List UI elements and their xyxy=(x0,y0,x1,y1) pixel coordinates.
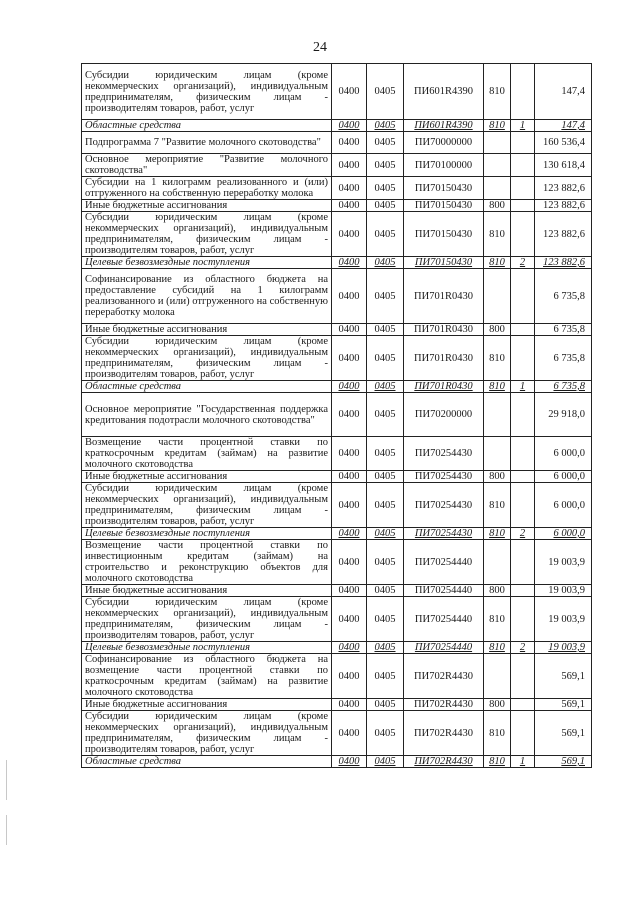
row-funding-source xyxy=(511,597,535,642)
row-amount: 569,1 xyxy=(535,654,592,699)
row-target-code: ПИ701R0430 xyxy=(404,336,484,381)
row-amount: 6 735,8 xyxy=(535,381,592,393)
row-expense-type: 810 xyxy=(484,597,511,642)
row-amount: 6 735,8 xyxy=(535,324,592,336)
row-subsection: 0405 xyxy=(367,483,404,528)
row-target-code: ПИ70254430 xyxy=(404,471,484,483)
row-subsection: 0405 xyxy=(367,597,404,642)
row-target-code: ПИ70254430 xyxy=(404,437,484,471)
row-name: Софинансирование из областного бюджета на возмещение части процентной ставки по краткосрочным кредитам (займам) на развитие молочного скотоводства xyxy=(82,654,332,699)
scan-edge-mark xyxy=(6,815,7,845)
row-target-code: ПИ702R4430 xyxy=(404,699,484,711)
table-row xyxy=(82,381,592,393)
row-funding-source: 2 xyxy=(511,642,535,654)
row-funding-source: 1 xyxy=(511,381,535,393)
row-name: Целевые безвозмездные поступления xyxy=(82,642,332,654)
row-section: 0400 xyxy=(332,212,367,257)
row-amount: 160 536,4 xyxy=(535,132,592,154)
row-funding-source xyxy=(511,177,535,200)
row-expense-type: 800 xyxy=(484,200,511,212)
row-amount: 19 003,9 xyxy=(535,642,592,654)
row-expense-type xyxy=(484,269,511,324)
row-amount: 6 000,0 xyxy=(535,528,592,540)
row-expense-type xyxy=(484,540,511,585)
row-section: 0400 xyxy=(332,471,367,483)
table-row xyxy=(82,585,592,597)
row-expense-type: 800 xyxy=(484,585,511,597)
row-subsection: 0405 xyxy=(367,154,404,177)
row-target-code: ПИ70150430 xyxy=(404,257,484,269)
row-target-code: ПИ701R0430 xyxy=(404,324,484,336)
row-section: 0400 xyxy=(332,642,367,654)
row-section: 0400 xyxy=(332,269,367,324)
row-subsection: 0405 xyxy=(367,393,404,437)
row-subsection: 0405 xyxy=(367,437,404,471)
budget-table xyxy=(81,63,592,768)
row-funding-source xyxy=(511,200,535,212)
table-row xyxy=(82,528,592,540)
row-section: 0400 xyxy=(332,257,367,269)
table-row xyxy=(82,154,592,177)
table-row xyxy=(82,711,592,756)
row-name: Возмещение части процентной ставки по краткосрочным кредитам (займам) на развитие молочного скотоводства xyxy=(82,437,332,471)
row-target-code: ПИ702R4430 xyxy=(404,756,484,768)
row-section: 0400 xyxy=(332,437,367,471)
row-name: Иные бюджетные ассигнования xyxy=(82,471,332,483)
row-section: 0400 xyxy=(332,711,367,756)
row-funding-source xyxy=(511,132,535,154)
row-target-code: ПИ70150430 xyxy=(404,177,484,200)
row-subsection: 0405 xyxy=(367,212,404,257)
row-funding-source xyxy=(511,471,535,483)
row-section: 0400 xyxy=(332,381,367,393)
row-funding-source xyxy=(511,585,535,597)
row-expense-type: 810 xyxy=(484,120,511,132)
row-subsection: 0405 xyxy=(367,269,404,324)
table-row xyxy=(82,64,592,120)
row-funding-source xyxy=(511,336,535,381)
row-section: 0400 xyxy=(332,654,367,699)
row-section: 0400 xyxy=(332,756,367,768)
row-expense-type xyxy=(484,393,511,437)
row-name: Основное мероприятие "Государственная поддержка кредитования подотрасли молочного скотоводства" xyxy=(82,393,332,437)
row-funding-source xyxy=(511,699,535,711)
row-name: Областные средства xyxy=(82,120,332,132)
row-name: Субсидии юридическим лицам (кроме некоммерческих организаций), индивидуальным предпринимателям, физическим лицам - производителям товаров, работ, услуг xyxy=(82,597,332,642)
row-subsection: 0405 xyxy=(367,324,404,336)
row-name: Субсидии юридическим лицам (кроме некоммерческих организаций), индивидуальным предпринимателям, физическим лицам - производителям товаров, работ, услуг xyxy=(82,212,332,257)
row-amount: 130 618,4 xyxy=(535,154,592,177)
row-expense-type: 810 xyxy=(484,711,511,756)
row-expense-type xyxy=(484,177,511,200)
page-number: 24 xyxy=(313,40,327,55)
table-row xyxy=(82,540,592,585)
row-amount: 6 000,0 xyxy=(535,483,592,528)
row-amount: 6 735,8 xyxy=(535,336,592,381)
row-section: 0400 xyxy=(332,154,367,177)
row-subsection: 0405 xyxy=(367,585,404,597)
row-section: 0400 xyxy=(332,336,367,381)
row-amount: 123 882,6 xyxy=(535,257,592,269)
row-name: Подпрограмма 7 "Развитие молочного скотоводства" xyxy=(82,132,332,154)
row-target-code: ПИ70254440 xyxy=(404,585,484,597)
table-row xyxy=(82,756,592,768)
row-section: 0400 xyxy=(332,597,367,642)
row-expense-type: 810 xyxy=(484,483,511,528)
table-row xyxy=(82,654,592,699)
row-expense-type: 810 xyxy=(484,64,511,120)
row-amount: 6 735,8 xyxy=(535,269,592,324)
row-expense-type: 810 xyxy=(484,381,511,393)
row-amount: 569,1 xyxy=(535,711,592,756)
row-name: Иные бюджетные ассигнования xyxy=(82,324,332,336)
row-name: Областные средства xyxy=(82,381,332,393)
table-row xyxy=(82,699,592,711)
row-amount: 19 003,9 xyxy=(535,597,592,642)
row-amount: 123 882,6 xyxy=(535,212,592,257)
table-row xyxy=(82,393,592,437)
row-funding-source xyxy=(511,64,535,120)
row-amount: 6 000,0 xyxy=(535,437,592,471)
row-subsection: 0405 xyxy=(367,381,404,393)
row-name: Субсидии юридическим лицам (кроме некоммерческих организаций), индивидуальным предпринимателям, физическим лицам - производителям товаров, работ, услуг xyxy=(82,64,332,120)
row-name: Субсидии юридическим лицам (кроме некоммерческих организаций), индивидуальным предпринимателям, физическим лицам - производителям товаров, работ, услуг xyxy=(82,336,332,381)
row-subsection: 0405 xyxy=(367,711,404,756)
row-amount: 19 003,9 xyxy=(535,585,592,597)
row-amount: 29 918,0 xyxy=(535,393,592,437)
row-subsection: 0405 xyxy=(367,528,404,540)
row-funding-source xyxy=(511,540,535,585)
row-amount: 569,1 xyxy=(535,699,592,711)
row-name: Софинансирование из областного бюджета на предоставление субсидий на 1 килограмм реализованного и (или) отгруженного на собственную переработку молока xyxy=(82,269,332,324)
row-expense-type: 800 xyxy=(484,324,511,336)
row-target-code: ПИ70150430 xyxy=(404,200,484,212)
row-funding-source xyxy=(511,154,535,177)
row-name: Возмещение части процентной ставки по инвестиционным кредитам (займам) на строительство и реконструкцию объектов для молочного скотоводства xyxy=(82,540,332,585)
row-funding-source xyxy=(511,393,535,437)
row-expense-type: 800 xyxy=(484,699,511,711)
row-funding-source: 1 xyxy=(511,120,535,132)
row-subsection: 0405 xyxy=(367,120,404,132)
row-subsection: 0405 xyxy=(367,699,404,711)
row-target-code: ПИ701R0430 xyxy=(404,269,484,324)
row-name: Целевые безвозмездные поступления xyxy=(82,528,332,540)
row-target-code: ПИ70254430 xyxy=(404,528,484,540)
row-subsection: 0405 xyxy=(367,200,404,212)
table-row xyxy=(82,269,592,324)
table-row xyxy=(82,597,592,642)
row-funding-source xyxy=(511,483,535,528)
row-section: 0400 xyxy=(332,200,367,212)
row-funding-source xyxy=(511,654,535,699)
table-row xyxy=(82,212,592,257)
row-expense-type: 810 xyxy=(484,528,511,540)
row-expense-type xyxy=(484,654,511,699)
row-expense-type: 810 xyxy=(484,756,511,768)
row-name: Субсидии юридическим лицам (кроме некоммерческих организаций), индивидуальным предпринимателям, физическим лицам - производителям товаров, работ, услуг xyxy=(82,483,332,528)
row-name: Областные средства xyxy=(82,756,332,768)
row-name: Целевые безвозмездные поступления xyxy=(82,257,332,269)
table-row xyxy=(82,437,592,471)
row-name: Субсидии юридическим лицам (кроме некоммерческих организаций), индивидуальным предпринимателям, физическим лицам - производителям товаров, работ, услуг xyxy=(82,711,332,756)
row-funding-source xyxy=(511,711,535,756)
table-row xyxy=(82,324,592,336)
row-target-code: ПИ702R4430 xyxy=(404,654,484,699)
row-amount: 123 882,6 xyxy=(535,200,592,212)
row-expense-type xyxy=(484,437,511,471)
row-funding-source: 2 xyxy=(511,528,535,540)
row-subsection: 0405 xyxy=(367,654,404,699)
row-subsection: 0405 xyxy=(367,336,404,381)
row-funding-source xyxy=(511,324,535,336)
table-row xyxy=(82,200,592,212)
row-funding-source: 1 xyxy=(511,756,535,768)
row-expense-type: 800 xyxy=(484,471,511,483)
row-target-code: ПИ70254440 xyxy=(404,540,484,585)
row-name: Иные бюджетные ассигнования xyxy=(82,585,332,597)
row-section: 0400 xyxy=(332,483,367,528)
row-section: 0400 xyxy=(332,324,367,336)
row-expense-type: 810 xyxy=(484,642,511,654)
row-funding-source: 2 xyxy=(511,257,535,269)
row-name: Иные бюджетные ассигнования xyxy=(82,699,332,711)
row-amount: 147,4 xyxy=(535,64,592,120)
row-section: 0400 xyxy=(332,177,367,200)
scan-edge-mark xyxy=(6,760,7,800)
row-amount: 147,4 xyxy=(535,120,592,132)
budget-table-body xyxy=(82,64,592,768)
row-funding-source xyxy=(511,212,535,257)
row-expense-type xyxy=(484,132,511,154)
row-section: 0400 xyxy=(332,540,367,585)
row-subsection: 0405 xyxy=(367,471,404,483)
row-name: Субсидии на 1 килограмм реализованного и (или) отгруженного на собственную переработку молока xyxy=(82,177,332,200)
table-row xyxy=(82,177,592,200)
row-target-code: ПИ701R0430 xyxy=(404,381,484,393)
row-section: 0400 xyxy=(332,64,367,120)
row-subsection: 0405 xyxy=(367,64,404,120)
table-row xyxy=(82,483,592,528)
row-section: 0400 xyxy=(332,585,367,597)
row-target-code: ПИ70254430 xyxy=(404,483,484,528)
row-name: Иные бюджетные ассигнования xyxy=(82,200,332,212)
row-target-code: ПИ70150430 xyxy=(404,212,484,257)
row-subsection: 0405 xyxy=(367,257,404,269)
row-section: 0400 xyxy=(332,699,367,711)
row-amount: 19 003,9 xyxy=(535,540,592,585)
row-expense-type: 810 xyxy=(484,336,511,381)
row-expense-type: 810 xyxy=(484,257,511,269)
row-name: Основное мероприятие "Развитие молочного скотоводства" xyxy=(82,154,332,177)
row-expense-type: 810 xyxy=(484,212,511,257)
table-row xyxy=(82,120,592,132)
row-subsection: 0405 xyxy=(367,540,404,585)
row-amount: 6 000,0 xyxy=(535,471,592,483)
row-section: 0400 xyxy=(332,393,367,437)
row-target-code: ПИ70000000 xyxy=(404,132,484,154)
row-subsection: 0405 xyxy=(367,132,404,154)
row-target-code: ПИ70200000 xyxy=(404,393,484,437)
row-section: 0400 xyxy=(332,120,367,132)
row-subsection: 0405 xyxy=(367,642,404,654)
row-target-code: ПИ70100000 xyxy=(404,154,484,177)
row-amount: 569,1 xyxy=(535,756,592,768)
row-target-code: ПИ70254440 xyxy=(404,597,484,642)
table-row xyxy=(82,642,592,654)
row-section: 0400 xyxy=(332,528,367,540)
row-target-code: ПИ601R4390 xyxy=(404,120,484,132)
row-target-code: ПИ702R4430 xyxy=(404,711,484,756)
row-amount: 123 882,6 xyxy=(535,177,592,200)
row-funding-source xyxy=(511,437,535,471)
table-row xyxy=(82,132,592,154)
table-row xyxy=(82,257,592,269)
table-row xyxy=(82,471,592,483)
row-funding-source xyxy=(511,269,535,324)
table-row xyxy=(82,336,592,381)
row-subsection: 0405 xyxy=(367,177,404,200)
row-subsection: 0405 xyxy=(367,756,404,768)
row-section: 0400 xyxy=(332,132,367,154)
row-target-code: ПИ601R4390 xyxy=(404,64,484,120)
row-target-code: ПИ70254440 xyxy=(404,642,484,654)
row-expense-type xyxy=(484,154,511,177)
